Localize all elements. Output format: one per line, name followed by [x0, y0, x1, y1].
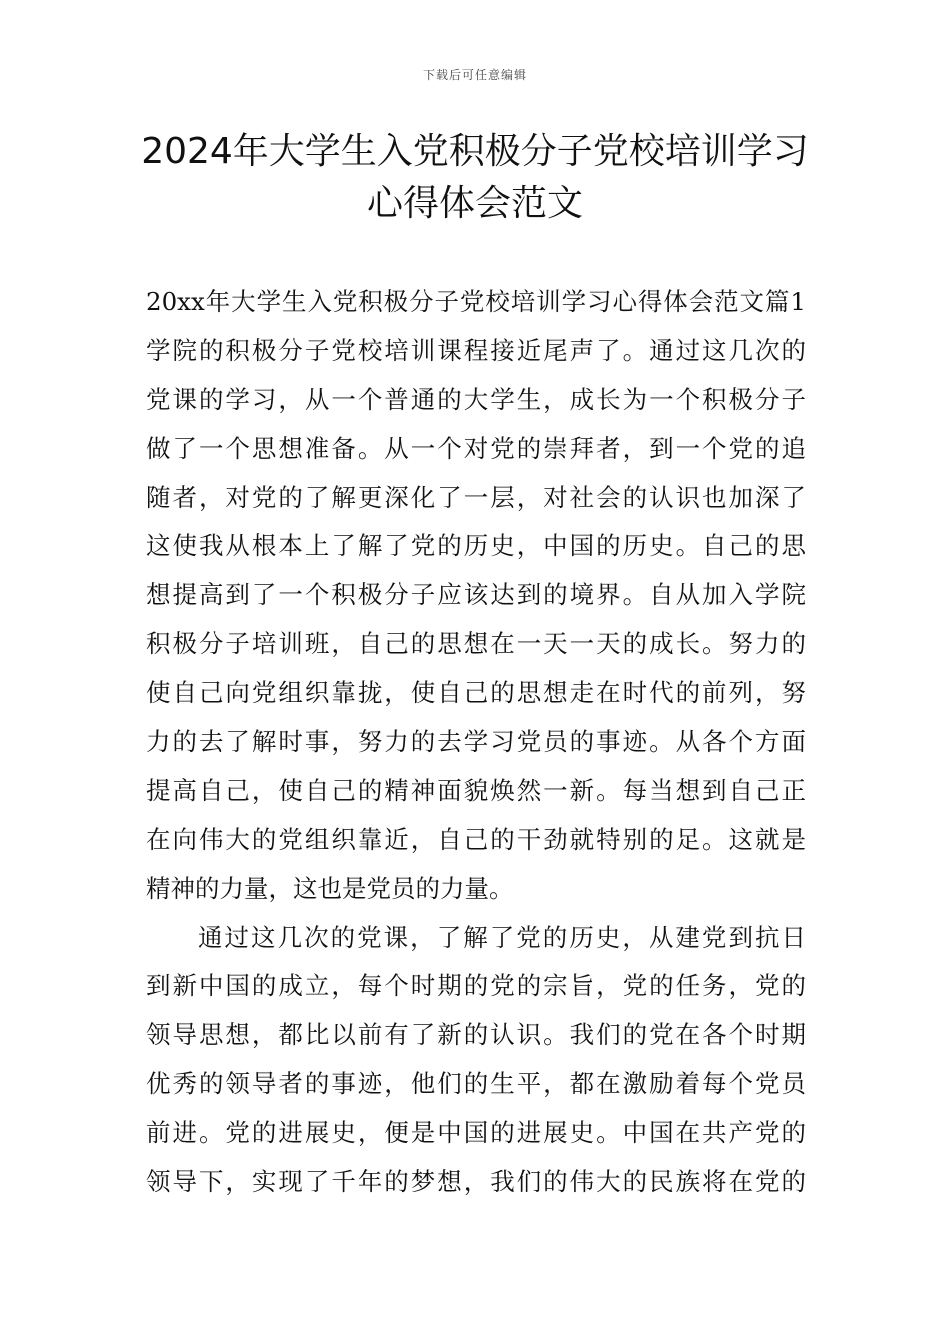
- text-line: 使自己向党组织靠拢，使自己的思想走在时代的前列，努: [146, 678, 806, 708]
- text-line: 这使我从根本上了解了党的历史，中国的历史。自己的思: [146, 531, 806, 561]
- text-line: 想提高到了一个积极分子应该达到的境界。自从加入学院: [146, 580, 806, 610]
- text-line: 通过这几次的党课，了解了党的历史，从建党到抗日: [198, 922, 806, 952]
- text-line: 到新中国的成立，每个时期的党的宗旨，党的任务，党的: [146, 971, 806, 1001]
- text-line: 党课的学习，从一个普通的大学生，成长为一个积极分子: [146, 384, 806, 414]
- text-line: 前进。党的进展史，便是中国的进展史。中国在共产党的: [146, 1118, 806, 1148]
- paragraph-1: [146, 278, 806, 914]
- text-line: 精神的力量，这也是党员的力量。: [146, 873, 514, 903]
- header-note: 下载后可任意编辑: [422, 68, 527, 82]
- text-line: 随者，对党的了解更深化了一层，对社会的认识也加深了: [146, 482, 806, 512]
- text-line: 20xx年大学生入党积极分子党校培训学习心得体会范文篇1: [146, 287, 806, 316]
- document-body: [146, 278, 806, 1207]
- text-line: 学院的积极分子党校培训课程接近尾声了。通过这几次的: [146, 335, 806, 365]
- text-line: 领导思想，都比以前有了新的认识。我们的党在各个时期: [146, 1020, 806, 1050]
- title-line-1: 2024年大学生入党积极分子党校培训学习: [141, 131, 809, 172]
- title-line-2: 心得体会范文: [366, 183, 583, 224]
- text-line: 力的去了解时事，努力的去学习党员的事迹。从各个方面: [146, 727, 806, 757]
- text-line: 做了一个思想准备。从一个对党的崇拜者，到一个党的追: [146, 433, 806, 463]
- text-line: 在向伟大的党组织靠近，自己的干劲就特别的足。这就是: [146, 824, 806, 854]
- document-title: [140, 126, 810, 230]
- text-line: 优秀的领导者的事迹，他们的生平，都在激励着每个党员: [146, 1069, 806, 1099]
- text-line: 积极分子培训班，自己的思想在一天一天的成长。努力的: [146, 629, 806, 659]
- text-line: 提高自己，使自己的精神面貌焕然一新。每当想到自己正: [146, 775, 806, 805]
- paragraph-2: [146, 914, 806, 1207]
- text-line: 领导下，实现了千年的梦想，我们的伟大的民族将在党的: [146, 1167, 806, 1197]
